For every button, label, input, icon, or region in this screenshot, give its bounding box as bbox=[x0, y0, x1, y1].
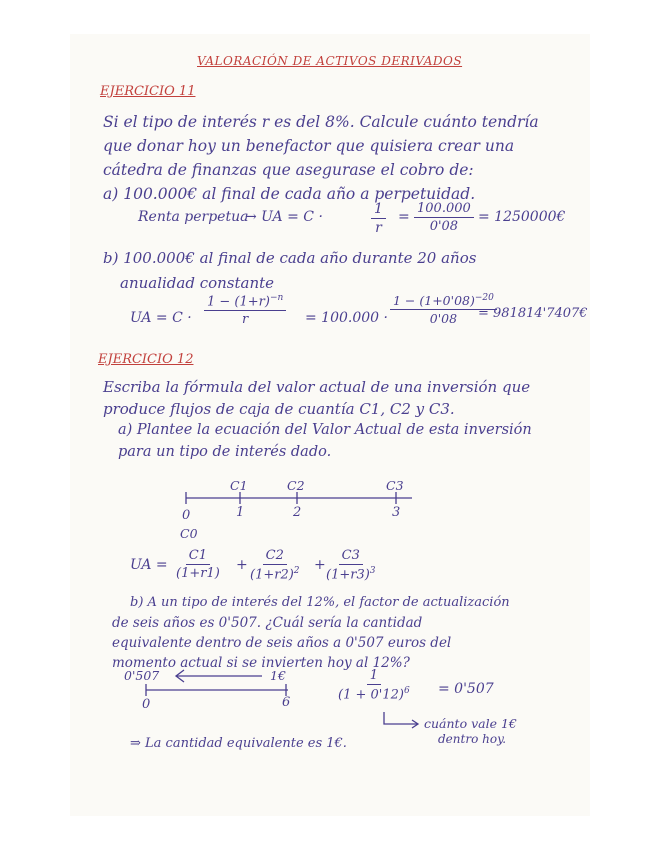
discount-factor-fraction: $\frac{1}{(1 + 0'12)^6}$ bbox=[338, 668, 410, 703]
pv-term-3: $\frac{C3}{(1+r3)^3}$ bbox=[326, 548, 376, 583]
timeline-label-c1: C1 bbox=[230, 478, 248, 493]
ex12-statement-line-2: produce flujos de caja de cuantía C1, C2 y C3. bbox=[103, 400, 455, 418]
plus-sign-2: + bbox=[314, 557, 326, 573]
timeline-label-c0: C0 bbox=[180, 526, 198, 541]
note-line-1: cuánto vale 1€ bbox=[424, 716, 517, 731]
pv-term-1: $\frac{C1}{(1+r1)}$ bbox=[176, 548, 220, 581]
renta-perpetua-label: Renta perpetua bbox=[138, 209, 249, 225]
fraction-100000-over-008: $\frac{100.000}{0'08}$ bbox=[414, 201, 474, 234]
timeline2-left-value: 0'507 bbox=[124, 668, 160, 683]
page-title: VALORACIÓN DE ACTIVOS DERIVADOS bbox=[197, 54, 463, 68]
timeline2-tick-6: 6 bbox=[282, 695, 291, 710]
equals-sign: = bbox=[398, 209, 410, 225]
ex11-statement-line-1: Si el tipo de interés r es del 8%. Calcule cuánto tendría bbox=[103, 113, 539, 131]
result-perpetuity: = 1250000€ bbox=[478, 209, 566, 225]
plus-sign-1: + bbox=[236, 557, 248, 573]
exercise-11-heading: EJERCICIO 11 bbox=[100, 84, 196, 99]
ex12-part-a-line-1: a) Plantee la ecuación del Valor Actual de esta inversión bbox=[118, 422, 532, 438]
pv-formula-lhs: UA = bbox=[130, 557, 168, 573]
timeline-label-c3: C3 bbox=[386, 478, 404, 493]
timeline2-right-value: 1€ bbox=[270, 668, 286, 683]
annuity-general-fraction: $\frac{1 - (1+r)^{-n}}{r}$ bbox=[204, 293, 286, 327]
note-line-2: dentro hoy. bbox=[438, 732, 507, 746]
timeline-label-c2: C2 bbox=[287, 478, 305, 493]
exercise-12-heading: EJERCICIO 12 bbox=[98, 352, 194, 367]
timeline-tick-2: 2 bbox=[293, 505, 302, 520]
ex11-part-a: a) 100.000€ al final de cada año a perpetuidad. bbox=[103, 185, 476, 203]
ex11-part-b-line-2: anualidad constante bbox=[120, 274, 275, 292]
ex12-part-a-line-2: para un tipo de interés dado. bbox=[118, 444, 332, 460]
fraction-one-over-r: $\frac{1}{r}$ bbox=[371, 201, 386, 236]
annuity-middle: = 100.000 · bbox=[305, 310, 388, 326]
discount-factor-result: = 0'507 bbox=[438, 681, 494, 697]
ex11-statement-line-3: cátedra de finanzas que asegurase el cobro de: bbox=[103, 161, 474, 179]
ex12-part-b-line-3: equivalente dentro de seis años a 0'507 euros del bbox=[112, 635, 452, 651]
ex12-part-b-line-1: b) A un tipo de interés del 12%, el factor de actualización bbox=[130, 595, 510, 610]
ex12-part-b-line-2: de seis años es 0'507. ¿Cuál sería la cantidad bbox=[112, 615, 423, 631]
ex12-statement-line-1: Escriba la fórmula del valor actual de una inversión que bbox=[103, 378, 531, 396]
timeline2-tick-0: 0 bbox=[142, 697, 151, 712]
ex11-statement-line-2: que donar hoy un benefactor que quisiera crear una bbox=[103, 137, 515, 155]
annuity-numeric-fraction: $\frac{1 - (1+0'08)^{-20}}{0'08}$ bbox=[390, 293, 497, 326]
annuity-lhs: UA = C · bbox=[130, 310, 192, 326]
pv-term-2: $\frac{C2}{(1+r2)^2}$ bbox=[250, 548, 300, 583]
renta-formula: → UA = C · bbox=[245, 209, 323, 225]
timeline-tick-3: 3 bbox=[392, 505, 401, 520]
ex12-part-b-line-4: momento actual si se invierten hoy al 12%? bbox=[112, 655, 410, 671]
ex11-part-b-line-1: b) 100.000€ al final de cada año durante 20 años bbox=[103, 249, 477, 267]
timeline-tick-1: 1 bbox=[236, 505, 245, 520]
timeline-tick-0: 0 bbox=[182, 508, 191, 523]
conclusion: ⇒ La cantidad equivalente es 1€. bbox=[130, 736, 347, 751]
result-annuity: = 981814'7407€ bbox=[478, 306, 588, 321]
